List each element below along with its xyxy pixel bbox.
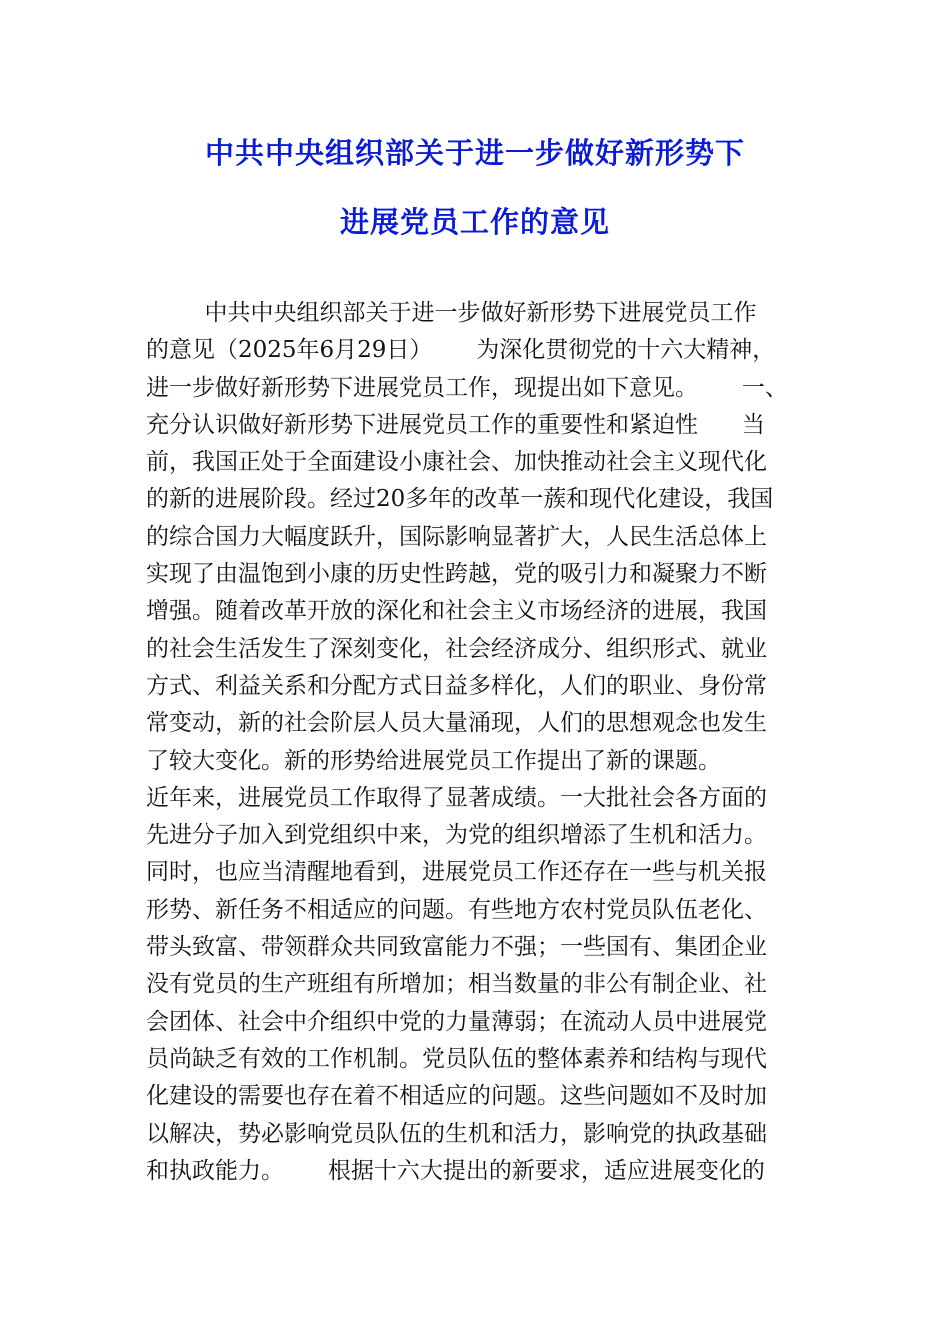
body-line: 和执政能力。 根据十六大提出的新要求，适应进展变化的 [146,1157,765,1184]
body-line: 员尚缺乏有效的工作机制。党员队伍的整体素养和结构与现代 [146,1045,767,1072]
body-line: 形势、新任务不相适应的问题。有些地方农村党员队伍老化、 [146,896,767,923]
body-line: 的意见（2025年6月29日） 为深化贯彻党的十六大精神， [146,337,776,364]
body-line: 的综合国力大幅度跃升，国际影响显著扩大，人民生活总体上 [146,523,767,550]
body-line: 先进分子加入到党组织中来，为党的组织增添了生机和活力。 [146,822,767,849]
body-line: 方式、利益关系和分配方式日益多样化，人们的职业、身份常 [146,672,767,699]
body-line: 化建设的需要也存在着不相适应的问题。这些问题如不及时加 [146,1083,767,1110]
document-body [146,295,806,1190]
body-line: 同时，也应当清醒地看到，进展党员工作还存在一些与机关报 [146,859,767,886]
body-line: 实现了由温饱到小康的历史性跨越，党的吸引力和凝聚力不断 [146,561,767,588]
body-line: 进一步做好新形势下进展党员工作，现提出如下意见。 一、 [146,374,788,401]
body-line: 增强。随着改革开放的深化和社会主义市场经济的进展，我国 [146,598,767,625]
body-line: 带头致富、带领群众共同致富能力不强；一些国有、集团企业 [146,934,767,961]
body-line: 了较大变化。新的形势给进展党员工作提出了新的课题。 [146,747,721,774]
body-line: 的社会生活发生了深刻变化，社会经济成分、组织形式、就业 [146,635,767,662]
body-line: 中共中央组织部关于进一步做好新形势下进展党员工作 [146,300,757,326]
body-line: 会团体、社会中介组织中党的力量薄弱；在流动人员中进展党 [146,1008,767,1035]
body-line: 没有党员的生产班组有所增加；相当数量的非公有制企业、社 [146,971,767,998]
document-title-line-2: 进展党员工作的意见 [339,205,610,239]
body-line: 常变动，新的社会阶层人员大量涌现，人们的思想观念也发生 [146,710,767,737]
body-line: 近年来，进展党员工作取得了显著成绩。一大批社会各方面的 [146,784,767,811]
body-line: 充分认识做好新形势下进展党员工作的重要性和紧迫性 当 [146,411,765,438]
body-line: 前，我国正处于全面建设小康社会、加快推动社会主义现代化 [146,449,767,476]
body-line: 以解决，势必影响党员队伍的生机和活力，影响党的执政基础 [146,1120,767,1147]
body-line: 的新的进展阶段。经过20多年的改革一蔟和现代化建设，我国 [146,486,774,513]
document-title-line-1: 中共中央组织部关于进一步做好新形势下 [204,136,745,170]
